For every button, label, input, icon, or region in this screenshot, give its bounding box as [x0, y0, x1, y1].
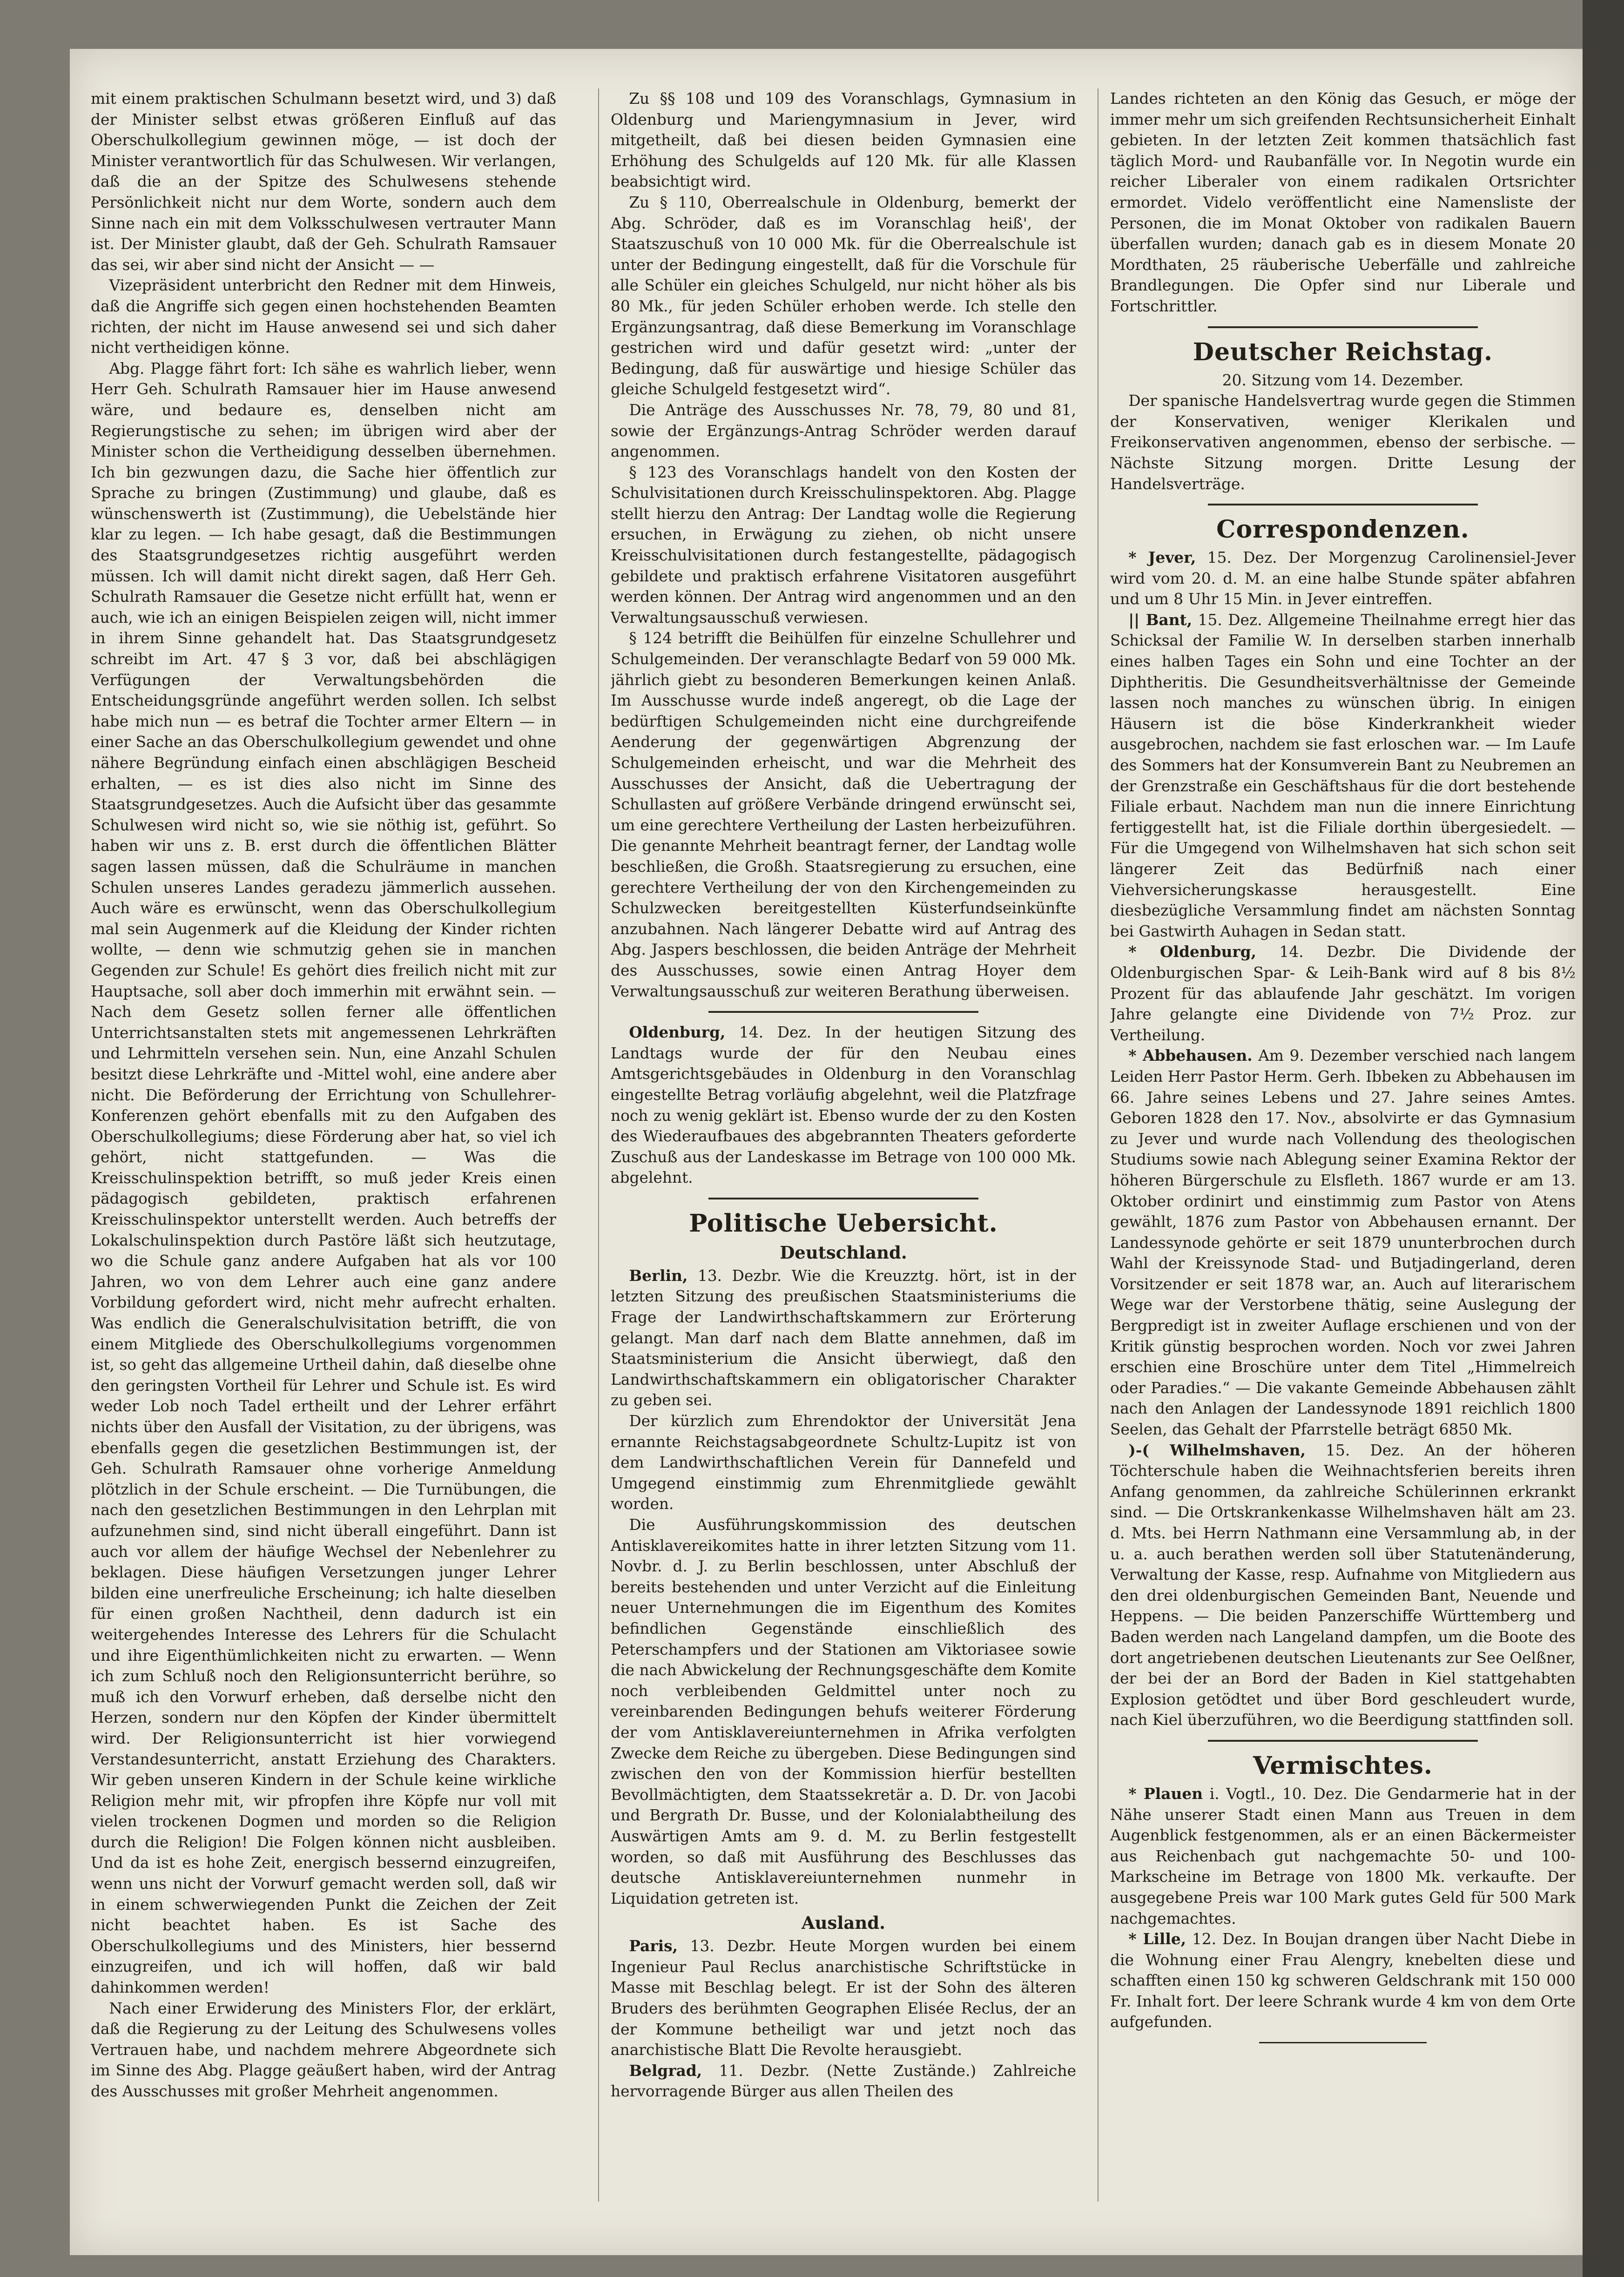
article-paragraph [1110, 547, 1576, 610]
article-paragraph [611, 88, 1076, 192]
dateline: * Abbehausen. [1128, 1046, 1253, 1065]
section-heading: Vermischtes. [1253, 1751, 1433, 1780]
article-paragraph [1110, 942, 1576, 1045]
subsection-heading: Ausland. [801, 1913, 886, 1933]
article-paragraph [91, 1998, 556, 2102]
section-divider [1208, 326, 1478, 328]
paragraph-text: 13. Dezbr. Wie die Kreuzztg. hört, ist in der letzten Sitzung des preußischen Staatsministeriums die Frage der Landwirthschaftskammern zur Erörterung gelangt. Man darf nach dem Blatte annehmen, daß im Staatsministerium die Ansicht überwiegt, daß den Landwirthschaftskammern ein obligatorischer Charakter zu geben sei. [611, 1266, 1076, 1409]
paragraph-text: 11. Dezbr. (Nette Zustände.) Zahlreiche hervorragende Bürger aus allen Theilen des [611, 2061, 1076, 2101]
subsection-heading: Deutschland. [780, 1242, 907, 1263]
paragraph-text: 15. Dez. Allgemeine Theilnahme erregt hier das Schicksal der Familie W. In derselben starben innerhalb eines halben Tages ein Sohn und eine Tochter an der Diphtheritis. Die Gesundheitsverhältnisse der Gemeinde lassen noch manches zu wünschen übrig. In einigen Häusern ist die böse Kinderkrankheit wieder ausgebrochen, nachdem sie fast erloschen war. — Im Laufe des Sommers hat der Konsumverein Bant zu Neubremen an der Grenzstraße ein Geschäftshaus für die dort bestehende Filiale erbaut. Nachdem man nun die innere Einrichtung fertiggestellt hat, ist die Filiale dorthin übergesiedelt. — Für die Umgegend von Wilhelmshaven hat sich schon seit längerer Zeit das Bedürfniß nach einer Viehversicherungskasse herausgestellt. Eine diesbezügliche Versammlung findet am nächsten Sonntag bei Gastwirth Auhagen in Sedan statt. [1110, 611, 1576, 940]
article-paragraph [611, 400, 1076, 462]
scan-edge [1583, 0, 1624, 2277]
section-divider [708, 1198, 978, 1199]
paragraph-text: 15. Dez. Der Morgenzug Carolinensiel-Jever wird vom 20. d. M. an eine halbe Stunde später abfahren und um 8 Uhr 15 Min. in Jever eintreffen. [1110, 549, 1576, 608]
paragraph-text: Der kürzlich zum Ehrendoktor der Universität Jena ernannte Reichstagsabgeordnete Schultz-Lupitz ist von dem Landwirthschaftlichen Verein für Dannefeld und Umgegend einstimmig zum Ehrenmitgliede gewählt worden. [611, 1412, 1076, 1513]
dateline: * Plauen [1128, 1784, 1203, 1803]
paragraph-text: Zu §§ 108 und 109 des Voranschlags, Gymnasium in Oldenburg und Mariengymnasium in Jever, wird mitgetheilt, daß bei diesen beiden Gymnasien eine Erhöhung des Schulgelds auf 120 Mk. für alle Klassen beabsichtigt wird. [611, 90, 1076, 191]
paragraph-text: Die Anträge des Ausschusses Nr. 78, 79, 80 und 81, sowie der Ergänzungs-Antrag Schröder werden darauf angenommen. [611, 401, 1076, 461]
article-paragraph [91, 275, 556, 358]
column-rule [598, 88, 599, 2202]
article-paragraph [611, 462, 1076, 628]
section-heading: Politische Uebersicht. [689, 1209, 998, 1238]
section-heading: Correspondenzen. [1216, 515, 1469, 544]
section-divider [708, 1011, 978, 1013]
paragraph-text: i. Vogtl., 10. Dez. Die Gendarmerie hat in der Nähe unserer Stadt einen Mann aus Treuen in dem Augenblick festgenommen, als er an einen Bäckermeister aus Reichenbach gut nachgemachte 50- und 100-Markscheine im Betrage von 1800 Mk. verkaufte. Der ausgegebene Preis war 100 Mark gutes Geld für 500 Mark nachgemachtes. [1110, 1785, 1576, 1927]
paragraph-text: § 124 betrifft die Beihülfen für einzelne Schullehrer und Schulgemeinden. Der veranschlagte Bedarf von 59 000 Mk. jährlich giebt zu besonderen Bemerkungen keinen Anlaß. Im Ausschusse wurde indeß angeregt, ob die Lage der bedürftigen Schulgemeinden nicht eine durchgreifende Aenderung der gegenwärtigen Abgrenzung der Schulgemeinden erheischt, und war die Mehrheit des Ausschusses der Ansicht, daß die Uebertragung der Schullasten auf größere Verbände dringend erwünscht sei, um eine gerechtere Vertheilung der Lasten herbeizuführen. Die genannte Mehrheit beantragt ferner, der Landtag wolle beschließen, die Großh. Staatsregierung zu ersuchen, eine gerechtere Vertheilung der von den Kirchengemeinden zu Schulzwecken bereitgestellten Küsterfundseinkünfte anzubahnen. Nach längerer Debatte wird auf Antrag des Abg. Jaspers beschlossen, die beiden Anträge der Mehrheit des Ausschusses, sowie einen Antrag Hoyer dem Verwaltungsausschuß zur weiteren Berathung überweisen. [611, 629, 1076, 1000]
paragraph-text: Am 9. Dezember verschied nach langem Leiden Herr Pastor Herm. Gerh. Ibbeken zu Abbehausen im 66. Jahre seines Lebens und 27. Jahre seines Amtes. Geboren 1828 den 17. Nov., absolvirte er das Gymnasium zu Jever und wurde nach Vollendung des theologischen Studiums sowie nach Ablegung seiner Examina Rektor der höheren Bürgerschule zu Elsfleth. 1867 wurde er am 13. Oktober ordinirt und einstimmig zum Pastor von Atens gewählt, 1876 zum Pastor von Abbehausen ernannt. Der Landessynode gehörte er seit 1879 ununterbrochen durch Wahl der Kreissynode Stad- und Butjadingerland, deren Vorsitzender er seit 1878 war, an. Auch auf literarischem Wege war der Verstorbene thätig, seine Auslegung der Bergpredigt ist in zweiter Auflage erschienen und von der Kritik günstig besprochen worden. Noch vor zwei Jahren erschien eine Broschüre unter dem Titel „Himmelreich oder Paradies.“ — Die vakante Gemeinde Abbehausen zählt nach den Anlagen der Landessynode 1891 reichlich 1800 Seelen, das Gehalt der Pfarrstelle beträgt 6850 Mk. [1110, 1047, 1576, 1439]
paragraph-text: Landes richteten an den König das Gesuch, er möge der immer mehr um sich greifenden Rechtsunsicherheit Einhalt gebieten. In der letzten Zeit kommen thatsächlich fast täglich Mord- und Raubanfälle vor. In Negotin wurde ein reicher Liberaler von einem radikalen Ortsrichter ermordet. Videlo veröffentlicht eine Namensliste der Personen, die im Monat Oktober von radikalen Bauern überfallen wurden; danach gab es in diesem Monate 20 Mordthaten, 25 räuberische Ueberfälle und zahlreiche Brandlegungen. Die Opfer sind nur Liberale und Fortschrittler. [1110, 90, 1576, 315]
paragraph-text: Vizepräsident unterbricht den Redner mit dem Hinweis, daß die Angriffe sich gegen einen hochstehenden Beamten richten, der nicht im Hause anwesend sei und sich daher nicht vertheidigen könne. [91, 276, 556, 357]
column-3 [1110, 88, 1576, 2211]
article-paragraph [611, 628, 1076, 1002]
section-divider [1208, 504, 1478, 505]
article-paragraph [1110, 1784, 1576, 1929]
article-paragraph [1110, 1045, 1576, 1440]
paragraph-text: Der spanische Handelsvertrag wurde gegen die Stimmen der Konservativen, weniger Klerikalen und Freikonservativen angenommen, ebenso der serbische. — Nächste Sitzung morgen. Dritte Lesung der Handelsverträge. [1110, 392, 1576, 493]
paragraph-text: 13. Dezbr. Heute Morgen wurden bei einem Ingenieur Paul Reclus anarchistische Schriftstücke in Masse mit Beschlag belegt. Er ist der Sohn des älteren Bruders des berühmten Geographen Elisée Reclus, der an der Kommune betheiligt war und jetzt noch das anarchistische Blatt Die Revolte herausgiebt. [611, 1937, 1076, 2059]
paragraph-text: mit einem praktischen Schulmann besetzt wird, und 3) daß der Minister selbst etwas größeren Einfluß auf das Oberschulkollegium gewinnen möge, — ist doch der Minister verantwortlich für das Schulwesen. Wir verlangen, daß die an der Spitze des Schulwesens stehende Persönlichkeit nicht nur dem Worte, sondern auch dem Sinne nach ein mit dem Volksschulwesen vertrauter Mann ist. Der Minister glaubt, daß der Geh. Schulrath Ramsauer das sei, wir aber sind nicht der Ansicht — — [91, 90, 556, 274]
article-paragraph [611, 1022, 1076, 1188]
article-paragraph [611, 1411, 1076, 1515]
article-paragraph [1110, 391, 1576, 494]
paragraph-text: Nach einer Erwiderung des Ministers Flor, der erklärt, daß die Regierung zu der Leitung des Schulwesens volles Vertrauen habe, und nachdem mehrere Abgeordnete sich im Sinne des Abg. Plagge geäußert haben, wird der Antrag des Ausschusses mit großer Mehrheit angenommen. [91, 1999, 556, 2100]
article-paragraph [611, 1515, 1076, 1909]
article-paragraph [1110, 1440, 1576, 1731]
column-2 [611, 88, 1076, 2211]
paragraph-text: 14. Dezbr. Die Dividende der Oldenburgischen Spar- & Leih-Bank wird auf 8 bis 8½ Prozent für das ablaufende Jahr geschätzt. Im vorigen Jahre gelangte eine Dividende von 7½ Proz. zur Vertheilung. [1110, 943, 1576, 1044]
paragraph-text: 20. Sitzung vom 14. Dezember. [1222, 371, 1464, 389]
section-divider [1208, 1740, 1478, 1742]
paragraph-text: 14. Dez. In der heutigen Sitzung des Landtags wurde der für den Neubau eines Amtsgerichtsgebäudes in Oldenburg in den Voranschlag eingestellte Betrag vorläufig abgelehnt, weil die Platzfrage noch zu wenig geklärt ist. Ebenso wurde der zu den Kosten des Wiederaufbaues des abgebrannten Theaters geforderte Zuschuß aus der Landeskasse im Betrage von 100 000 Mk. abgelehnt. [611, 1024, 1076, 1187]
dateline: Berlin, [629, 1266, 688, 1285]
dateline: || Bant, [1128, 610, 1193, 629]
dateline: Paris, [629, 1937, 678, 1955]
dateline: * Oldenburg, [1128, 943, 1257, 961]
paragraph-text: § 123 des Voranschlags handelt von den Kosten der Schulvisitationen durch Kreisschulinspektoren. Abg. Plagge stellt hierzu den Antrag: Der Landtag wolle die Regierung ersuchen, in Erwägung zu ziehen, ob nicht unsere Kreisschulvisitationen durch festangestellte, pädagogisch gebildete und praktisch erfahrene Visitatoren ausgeführt werden können. Der Antrag wird angenommen und an den Verwaltungsausschuß verwiesen. [611, 463, 1076, 627]
paragraph-text: 12. Dez. In Boujan drangen über Nacht Diebe in die Wohnung einer Frau Alengry, knebelten diese und schafften einen 150 kg schweren Geldschrank mit 150 000 Fr. Inhalt fort. Der leere Schrank wurde 4 km von dem Orte aufgefunden. [1110, 1930, 1576, 2031]
article-paragraph [91, 88, 556, 275]
paragraph-text: 15. Dez. An der höheren Töchterschule haben die Weihnachtsferien bereits ihren Anfang genommen, da zahlreiche Schülerinnen erkrankt sind. — Die Ortskrankenkasse Wilhelmshaven hält am 23. d. Mts. bei Herrn Nathmann eine Versammlung ab, in der u. a. auch berathen werden soll über Statutenänderung, Verwaltung der Kasse, resp. Aufnahme von Mitgliedern aus den drei oldenburgischen Gemeinden Bant, Neuende und Heppens. — Die beiden Panzerschiffe Württemberg und Baden werden nach Langeland dampfen, um die Boote des dort angetriebenen deutschen Lieutenants zur See Oelßner, der bei der an Bord der Baden in Kiel stattgehabten Explosion getödtet und über Bord geschleudert wurde, nach Kiel überzuführen, wo die Beerdigung stattfinden soll. [1110, 1441, 1576, 1729]
article-paragraph [1110, 610, 1576, 942]
article-paragraph [1110, 1929, 1576, 2033]
dateline: * Jever, [1128, 548, 1196, 567]
column-1 [91, 88, 556, 2211]
dateline: * Lille, [1128, 1930, 1186, 1948]
dateline: Belgrad, [629, 2061, 702, 2080]
paragraph-text: Abg. Plagge fährt fort: Ich sähe es wahrlich lieber, wenn Herr Geh. Schulrath Ramsauer hier im Hause anwesend wäre, und bedaure es, denselben nicht am Regierungstische zu sehen; im übrigen wird aber der Minister schon die Vertheidigung desselben übernehmen. Ich bin gezwungen dazu, die Sache hier öffentlich zur Sprache zu bringen (Zustimmung) und glaube, daß es wünschenswerth ist (Zustimmung), die Uebelstände hier klar zu legen. — Ich habe gesagt, daß die Bestimmungen des Staatsgrundgesetzes richtig ausgeführt werden müssen. Ich will damit nicht direkt sagen, daß Herr Geh. Schulrath Ramsauer die Gesetze nicht erfüllt hat, wenn er auch, wie ich an einigen Beispielen zeigen will, nicht immer in ihrem Sinne gehandelt hat. Das Staatsgrundgesetz schreibt im Art. 47 § 3 vor, daß bei abschlägigen Verfügungen der Verwaltungsbehörden die Entscheidungsgründe angeführt werden sollen. Ich selbst habe mich nun — es betraf die Tochter armer Eltern — in einer Sache an das Oberschulkollegium gewendet und ohne nähere Begründung einfach einen abschlägigen Bescheid erhalten, — es ist dies also nicht im Sinne des Staatsgrundgesetzes. Auch die Aufsicht über das gesammte Schulwesen wird nicht so, wie sie nöthig ist, geführt. So haben wir uns z. B. erst durch die öffentlichen Blätter sagen lassen müssen, daß die Schulräume in manchen Schulen unseres Landes geradezu jämmerlich aussehen. Auch wäre es erwünscht, wenn das Oberschulkollegium mal sein Augenmerk auf die Kleidung der Kinder richten wollte, — denn wie schmutzig gehen sie in manchen Gegenden zur Schule! Es gehört dies freilich nicht mit zur Hauptsache, soll aber doch immerhin mit erwähnt sein. — Nach dem Gesetz sollen ferner alle öffentlichen Unterrichtsanstalten stets mit angemessenen Lehrkräften und Lehrmitteln versehen sein. Nun, eine Anzahl Schulen besitzt diese Lehrkräfte und -Mittel wohl, eine andere aber nicht. Die Beförderung der Errichtung von Schullehrer-Konferenzen gehört ebenfalls mit zu den Aufgaben des Oberschulkollegiums; diese Förderung aber hat, so viel ich gehört, nicht stattgefunden. — Was die Kreisschulinspektion betrifft, so muß jeder Kreis einen pädagogisch gebildeten, praktisch erfahrenen Kreisschulinspektor unterstellt werden. Auch betreffs der Lokalschulinspektion durch Pastöre läßt sich heutzutage, wo die Schule ganz andere Aufgaben hat als vor 100 Jahren, wo von dem Lehrer auch eine ganz andere Vorbildung gefordert wird, nicht mehr aufrecht erhalten. Was endlich die Generalschulvisitation betrifft, die von einem Mitgliede des Oberschulkollegiums vorgenommen ist, so geht das allgemeine Urtheil dahin, daß dieselbe ohne den geringsten Vortheil für Lehrer und Schule ist. Es wird weder Lob noch Tadel ertheilt und der Lehrer erfährt nichts über den Ausfall der Visitation, zu der übrigens, was ebenfalls gegen die gesetzlichen Bestimmungen ist, der Geh. Schulrath Ramsauer ohne vorherige Anmeldung plötzlich in der Schule erscheint. — Die Turnübungen, die nach den gesetzlichen Bestimmungen in den Lehrplan mit aufzunehmen sind, sind nicht überall eingeführt. Dann ist auch vor allem der häufige Wechsel der Nebenlehrer zu beklagen. Diese häufigen Versetzungen junger Lehrer bilden eine unerfreuliche Erscheinung; ich halte dieselben für einen großen Nachtheil, denn dadurch ist ein weitergehendes Interesse des Lehrers für die Schulacht und ihre Eigenthümlichkeiten nicht zu erwarten. — Wenn ich zum Schluß noch den Religionsunterricht berühre, so muß ich den Vorwurf erheben, daß derselbe nicht den Herzen, sondern nur den Köpfen der Kinder übermittelt wird. Der Religionsunterricht ist hier vorwiegend Verstandesunterricht, anstatt Erziehung des Charakters. Wir geben unseren Kindern in der Schule keine wirkliche Religion mehr mit, wir pfropfen ihre Köpfe nur voll mit vielen trockenen Dogmen und morden so die Religion durch die Religion! Die Folgen können nicht ausbleiben. Und da ist es hohe Zeit, energisch bessernd einzugreifen, wenn uns nicht der Vorwurf gemacht werden soll, daß wir in einem schwerwiegenden Punkt die Zeichen der Zeit nicht beachtet haben. Es ist Sache des Oberschulkollegiums und des Ministers, hier bessernd einzugreifen, und ich will hoffen, daß wir bald dahinkommen werden! [91, 359, 556, 1997]
article-paragraph [91, 358, 556, 1998]
paragraph-text: Die Ausführungskommission des deutschen Antisklavereikomites hatte in ihrer letzten Sitzung vom 11. Novbr. d. J. zu Berlin beschlossen, unter Abschluß der bereits bestehenden und unter Verzicht auf die Einleitung neuer Unternehmungen die im Eigenthum des Komites befindlichen Gegenstände einschließlich des Peterschampfers und der Stationen am Viktoriasee sowie die nach Abwickelung der Rechnungsgeschäfte dem Komite noch verbleibenden Geldmittel unter noch zu vereinbarenden Bedingungen behufs weiterer Förderung der vom Antisklavereiunternehmen in Afrika verfolgten Zwecke dem Reiche zu übergeben. Diese Bedingungen sind zwischen den von der Kommission hierfür bestellten Bevollmächtigten, dem Staatssekretär a. D. Dr. von Jacobi und Bergrath Dr. Busse, und der Kolonialabtheilung des Auswärtigen Amts am 9. d. M. zu Berlin festgestellt worden, so daß mit Ausführung des Beschlusses das deutsche Antisklavereiunternehmen nunmehr in Liquidation getreten ist. [611, 1516, 1076, 1907]
dateline: Oldenburg, [629, 1023, 726, 1042]
article-paragraph [1110, 370, 1576, 391]
article-paragraph [611, 1936, 1076, 2061]
dateline: )-( Wilhelmshaven, [1128, 1441, 1306, 1459]
article-paragraph [611, 2061, 1076, 2102]
section-divider [1259, 2042, 1427, 2043]
article-paragraph [1110, 88, 1576, 317]
section-heading: Deutscher Reichstag. [1193, 337, 1493, 366]
article-paragraph [611, 1266, 1076, 1411]
article-paragraph [611, 192, 1076, 400]
paragraph-text: Zu § 110, Oberrealschule in Oldenburg, bemerkt der Abg. Schröder, daß es im Voranschlag heiß', der Staatszuschuß von 10 000 Mk. für die Oberrealschule ist unter der Bedingung eingestellt, daß für die Vorschule für alle Schüler ein gleiches Schulgeld, nur nicht höher als bis 80 Mk., für jeden Schüler erhoben werde. Ich stelle den Ergänzungsantrag, daß diese Bemerkung im Voranschlage gestrichen wird und dafür gesetzt wird: „unter der Bedingung, daß für auswärtige und hiesige Schüler das gleiche Schulgeld festgesetzt wird“. [611, 193, 1076, 398]
